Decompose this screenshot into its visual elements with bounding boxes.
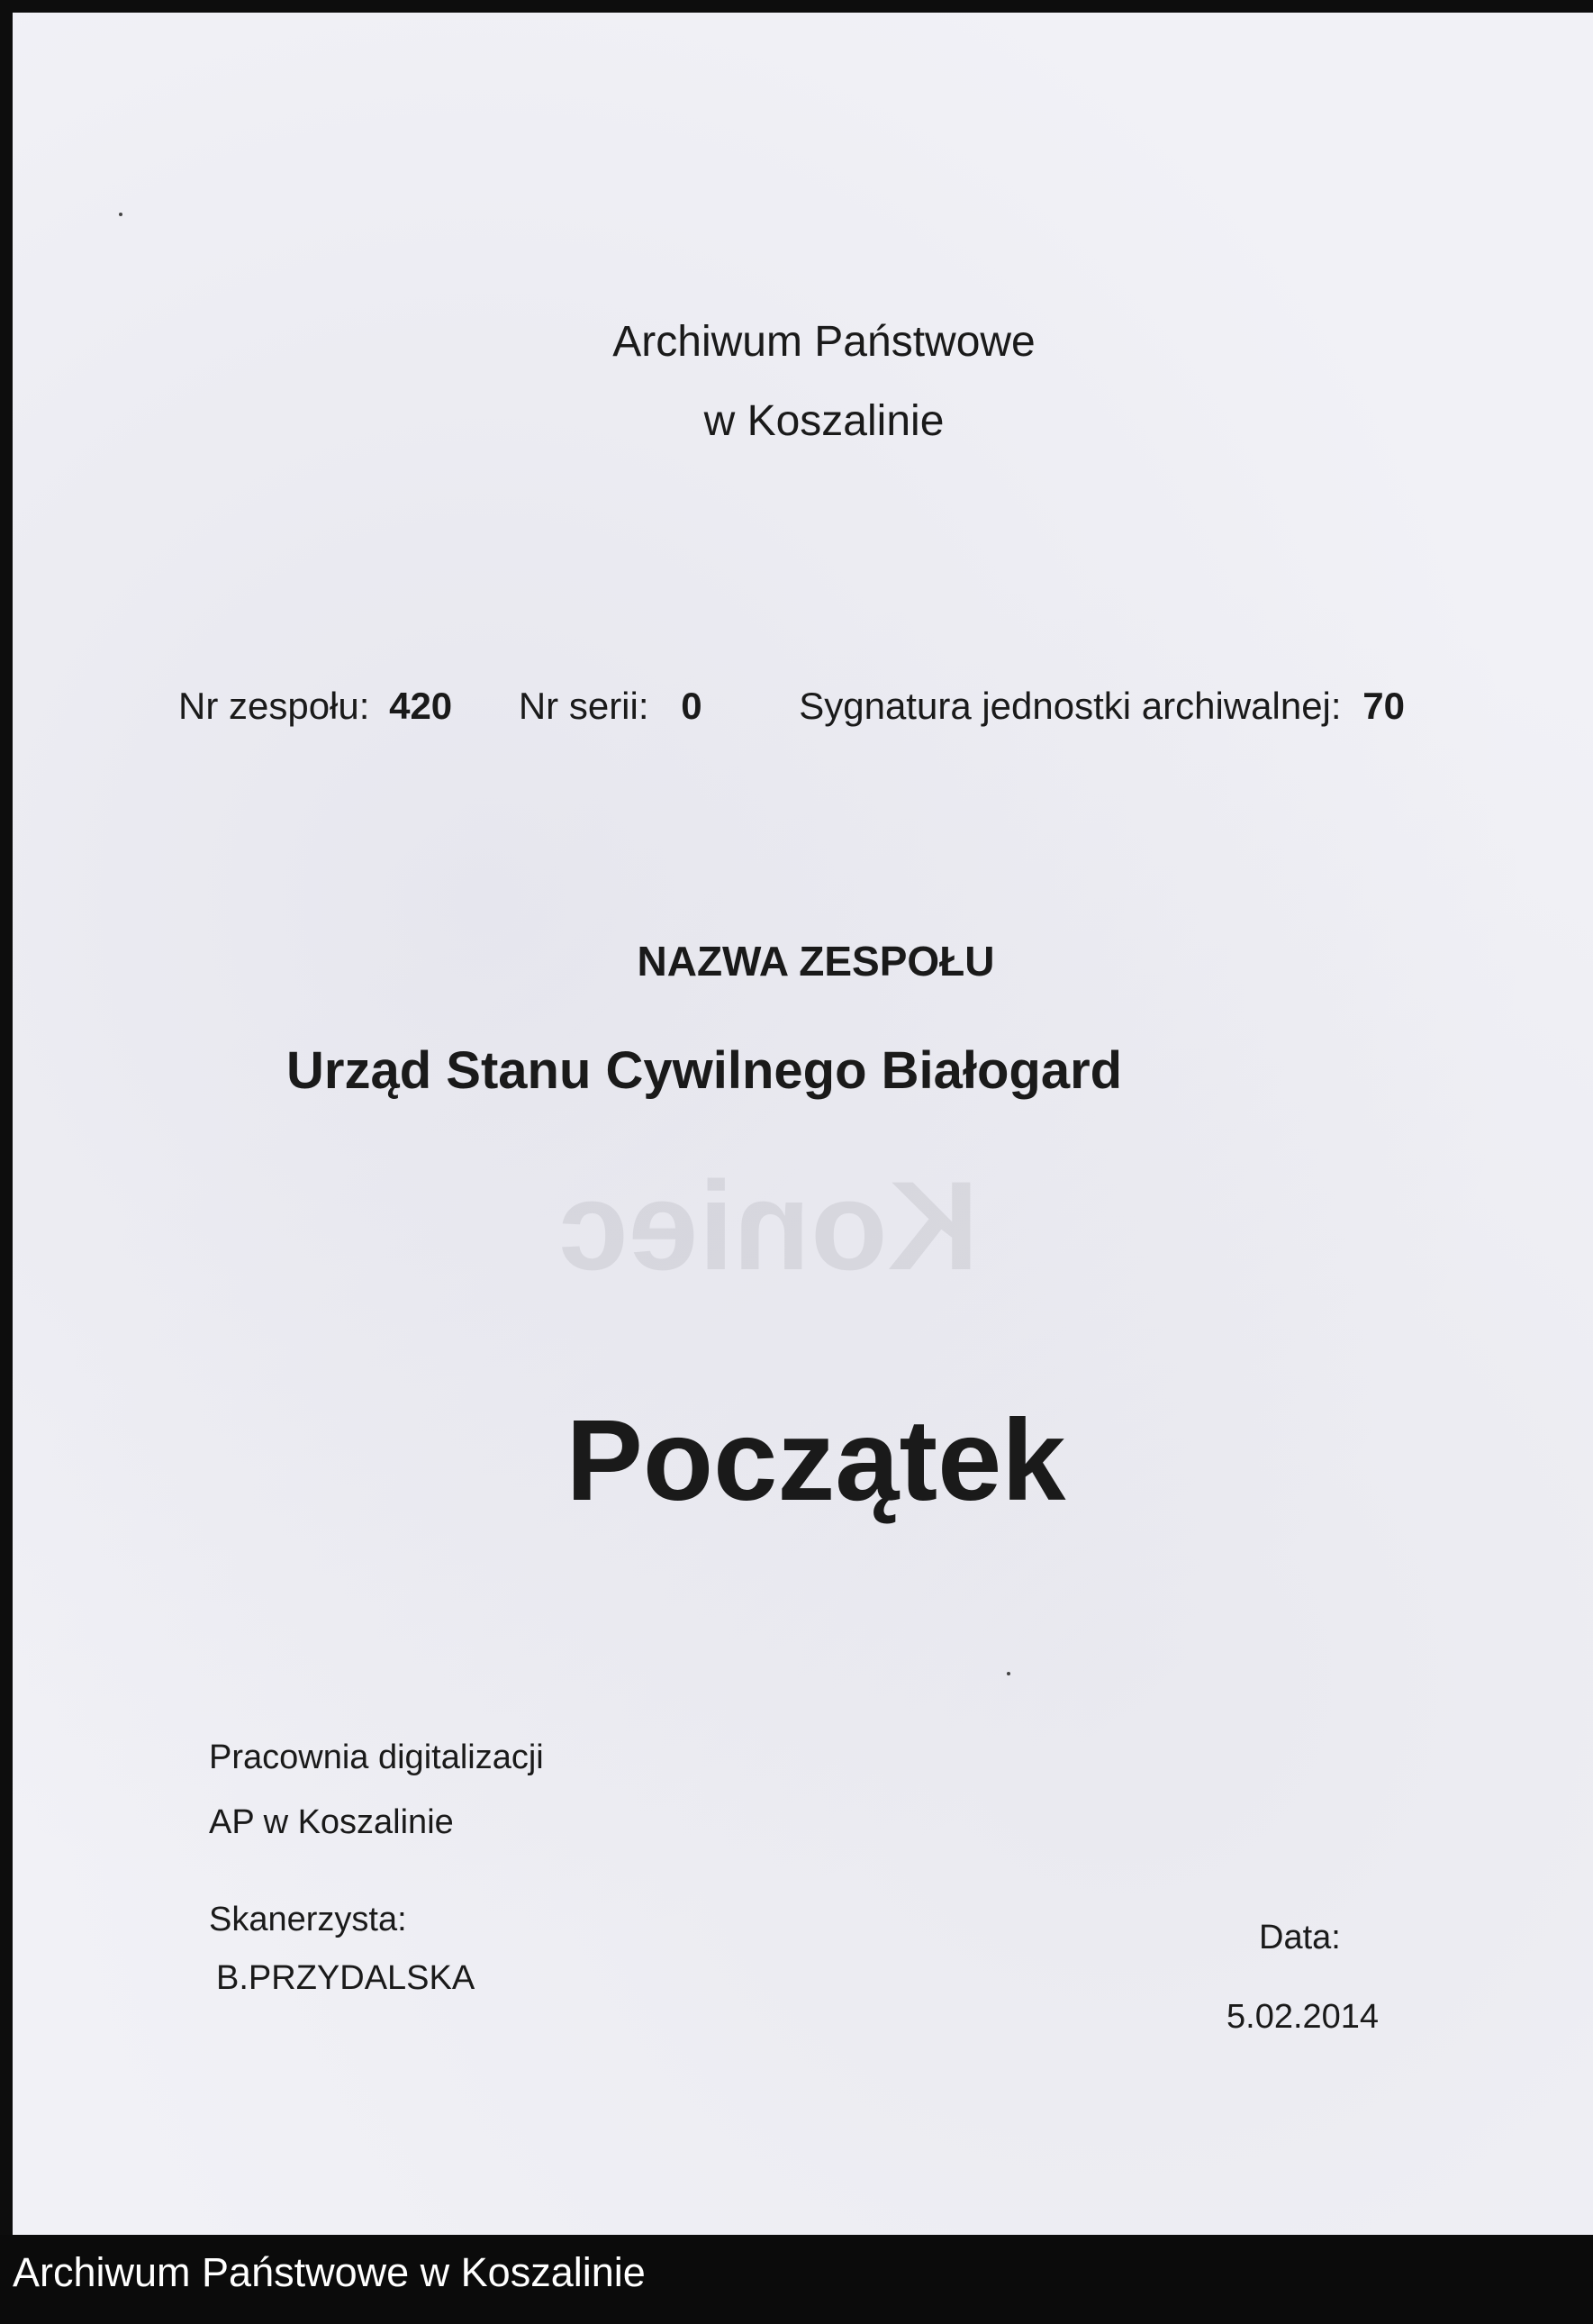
date-label: Data:	[1259, 1919, 1341, 1956]
unit-signature-value: 70	[1362, 685, 1405, 727]
fond-number-value: 420	[389, 685, 453, 727]
fond-number-label: Nr zespołu:	[178, 685, 370, 727]
archive-name: Archiwum Państwowe	[612, 318, 1036, 366]
start-marker: Początek	[566, 1396, 1066, 1525]
fond-name: Urząd Stanu Cywilnego Białogard	[286, 1041, 1123, 1100]
dust-speck	[1007, 1672, 1010, 1675]
series-number-label: Nr serii:	[518, 685, 649, 727]
show-through-text: Koniec	[558, 1155, 979, 1296]
workshop-location: AP w Koszalinie	[209, 1803, 454, 1841]
scanner-label: Skanerzysta:	[209, 1901, 407, 1938]
dust-speck	[119, 213, 122, 216]
archive-city: w Koszalinie	[703, 397, 945, 445]
date-value: 5.02.2014	[1226, 1998, 1380, 2036]
identifier-row	[178, 685, 1405, 728]
footer-caption: Archiwum Państwowe w Koszalinie	[13, 2249, 646, 2295]
workshop-name: Pracownia digitalizacji	[209, 1738, 544, 1776]
fond-heading: NAZWA ZESPOŁU	[637, 938, 995, 985]
unit-signature-label: Sygnatura jednostki archiwalnej:	[799, 685, 1342, 727]
scanner-name: B.PRZYDALSKA	[216, 1959, 475, 1997]
series-number-value: 0	[681, 685, 702, 727]
